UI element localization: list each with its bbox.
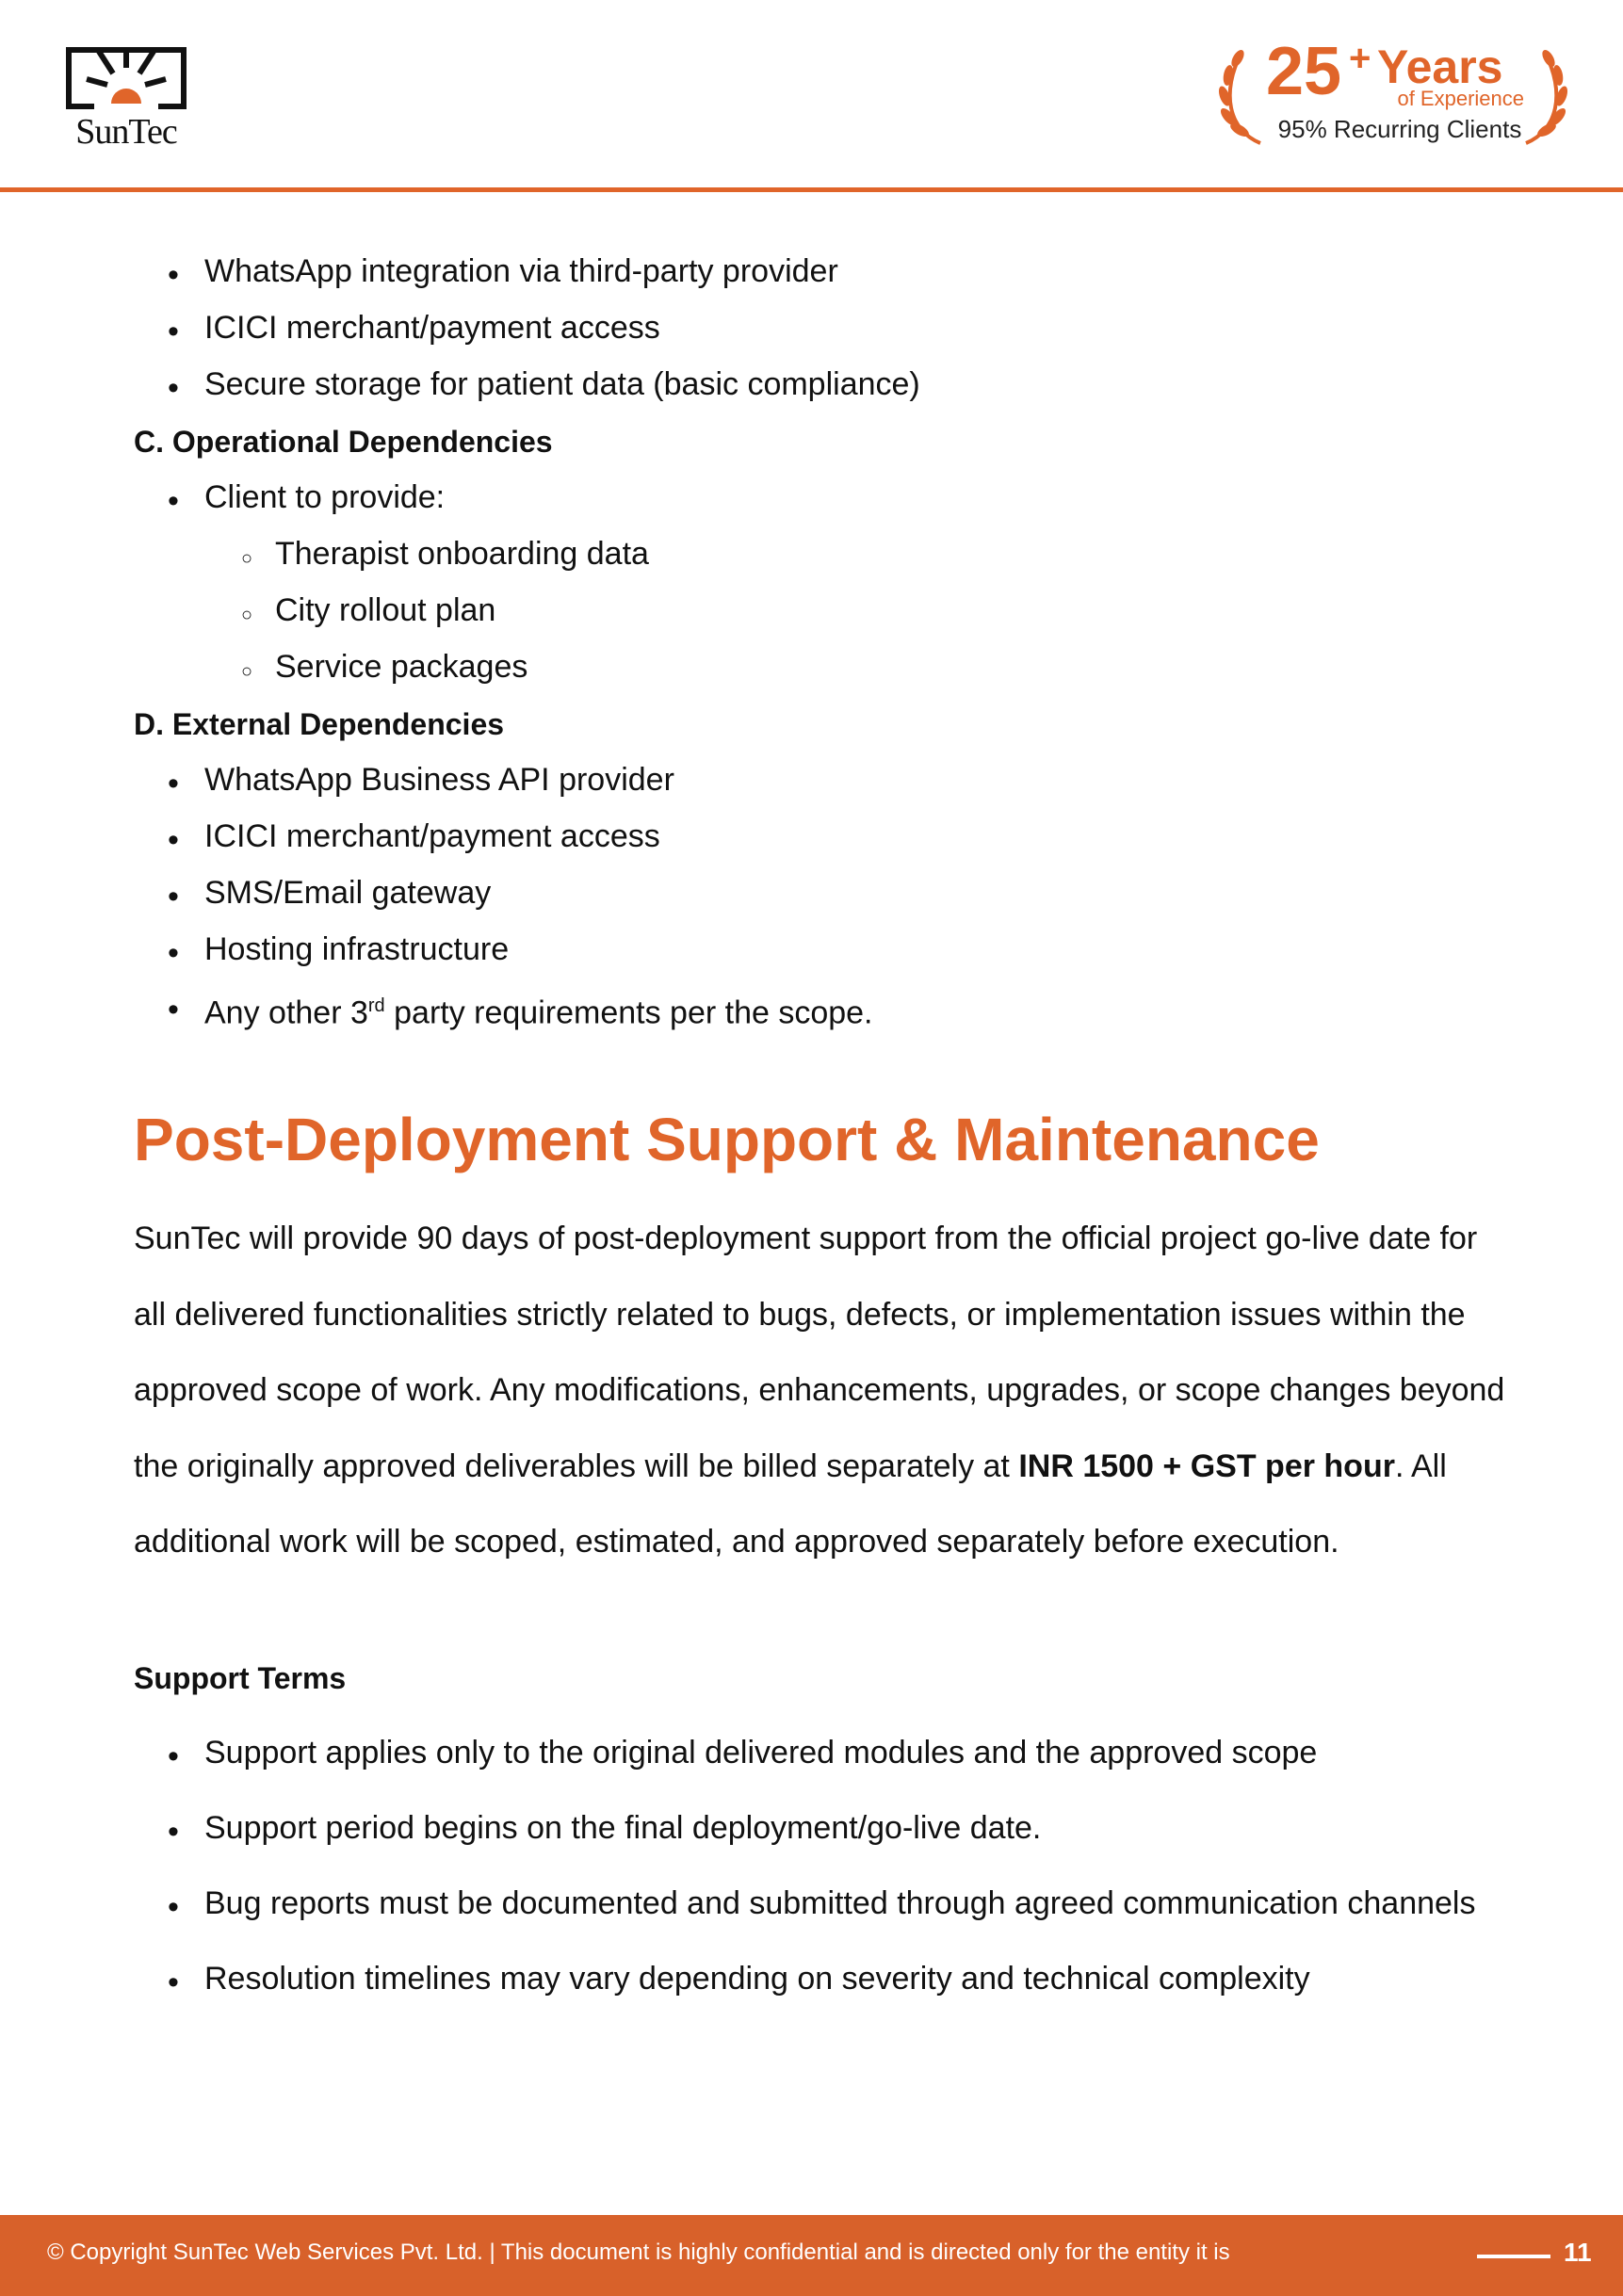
bullet-icon: •	[168, 1738, 179, 1774]
page-number: 11	[1564, 2238, 1592, 2267]
list-item: ICICI merchant/payment access	[204, 818, 660, 854]
badge-plus: +	[1349, 38, 1371, 79]
bullet-icon: •	[168, 879, 179, 914]
paragraph-bold-rate: INR 1500 + GST per hour	[1018, 1447, 1395, 1484]
badge-recurring-clients: 95% Recurring Clients	[1277, 115, 1522, 143]
bullet-icon: •	[168, 1889, 179, 1925]
circle-bullet-icon: ○	[241, 548, 253, 569]
bullet-icon: •	[168, 314, 179, 349]
sub-list-item: City rollout plan	[275, 592, 496, 628]
list-item	[204, 987, 873, 1031]
bullet-icon: •	[168, 257, 179, 293]
section-title: Post-Deployment Support & Maintenance	[134, 1106, 1320, 1173]
experience-badge	[1215, 34, 1573, 151]
list-item: Client to provide:	[204, 479, 446, 515]
bullet-icon: •	[168, 370, 179, 406]
sub-list-item: Therapist onboarding data	[275, 536, 649, 572]
badge-experience: of Experience	[1397, 87, 1524, 110]
logo-text: SunTec	[75, 112, 177, 152]
list-item-text: party requirements per the scope.	[384, 994, 873, 1031]
list-item: SMS/Email gateway	[204, 875, 492, 911]
bullet-icon: •	[168, 992, 179, 1027]
circle-bullet-icon: ○	[241, 605, 253, 625]
page-header	[0, 0, 1623, 192]
badge-years: Years	[1377, 40, 1503, 93]
list-item: Support applies only to the original delivered modules and the approved scope	[204, 1735, 1318, 1771]
paragraph-text: SunTec will provide 90 days of post-deployment support from the official project go-live date for all delivered functionalities strictly related to bugs, defects, or implementation issues within the approved scope of work. Any modifications, enhancements, upgrades, or scope changes beyond the originally approved deliverables will be billed separately at	[134, 1221, 1505, 1484]
list-item: Resolution timelines may vary depending on severity and technical complexity	[204, 1961, 1310, 1997]
operational-dependencies-heading: C. Operational Dependencies	[134, 425, 553, 459]
header-divider	[0, 187, 1623, 192]
bullet-icon: •	[168, 483, 179, 519]
external-dependencies-heading: D. External Dependencies	[134, 707, 505, 741]
support-terms-heading: Support Terms	[134, 1661, 347, 1695]
paragraph-text: . All additional work will be scoped, estimated, and approved separately before execution.	[134, 1447, 1447, 1560]
superscript: rd	[367, 995, 385, 1016]
badge-number: 25	[1266, 34, 1342, 109]
list-item: Bug reports must be documented and submitted through agreed communication channels	[204, 1885, 1476, 1921]
list-item: WhatsApp Business API provider	[204, 762, 674, 798]
sun-logo-icon	[66, 47, 187, 113]
bullet-icon: •	[168, 1814, 179, 1850]
bullet-icon: •	[168, 935, 179, 971]
list-item: ICICI merchant/payment access	[204, 310, 660, 346]
list-item: WhatsApp integration via third-party provider	[204, 253, 838, 289]
list-item: Secure storage for patient data (basic compliance)	[204, 366, 920, 402]
circle-bullet-icon: ○	[241, 661, 253, 682]
bullet-icon: •	[168, 822, 179, 858]
page-footer	[0, 2215, 1623, 2296]
sub-list-item: Service packages	[275, 649, 528, 685]
suntec-logo	[66, 47, 187, 151]
laurel-left-icon	[1215, 45, 1272, 149]
list-item: Support period begins on the final deployment/go-live date.	[204, 1810, 1042, 1846]
list-item-text: Any other 3	[204, 994, 368, 1031]
bullet-icon: •	[168, 1965, 179, 2000]
section-paragraph	[134, 1201, 1509, 1580]
copyright-text: © Copyright SunTec Web Services Pvt. Ltd. | This document is highly confidential and is directed only for the entity it is	[47, 2239, 1230, 2265]
bullet-icon: •	[168, 766, 179, 801]
list-item: Hosting infrastructure	[204, 931, 510, 967]
footer-divider	[1477, 2255, 1550, 2258]
